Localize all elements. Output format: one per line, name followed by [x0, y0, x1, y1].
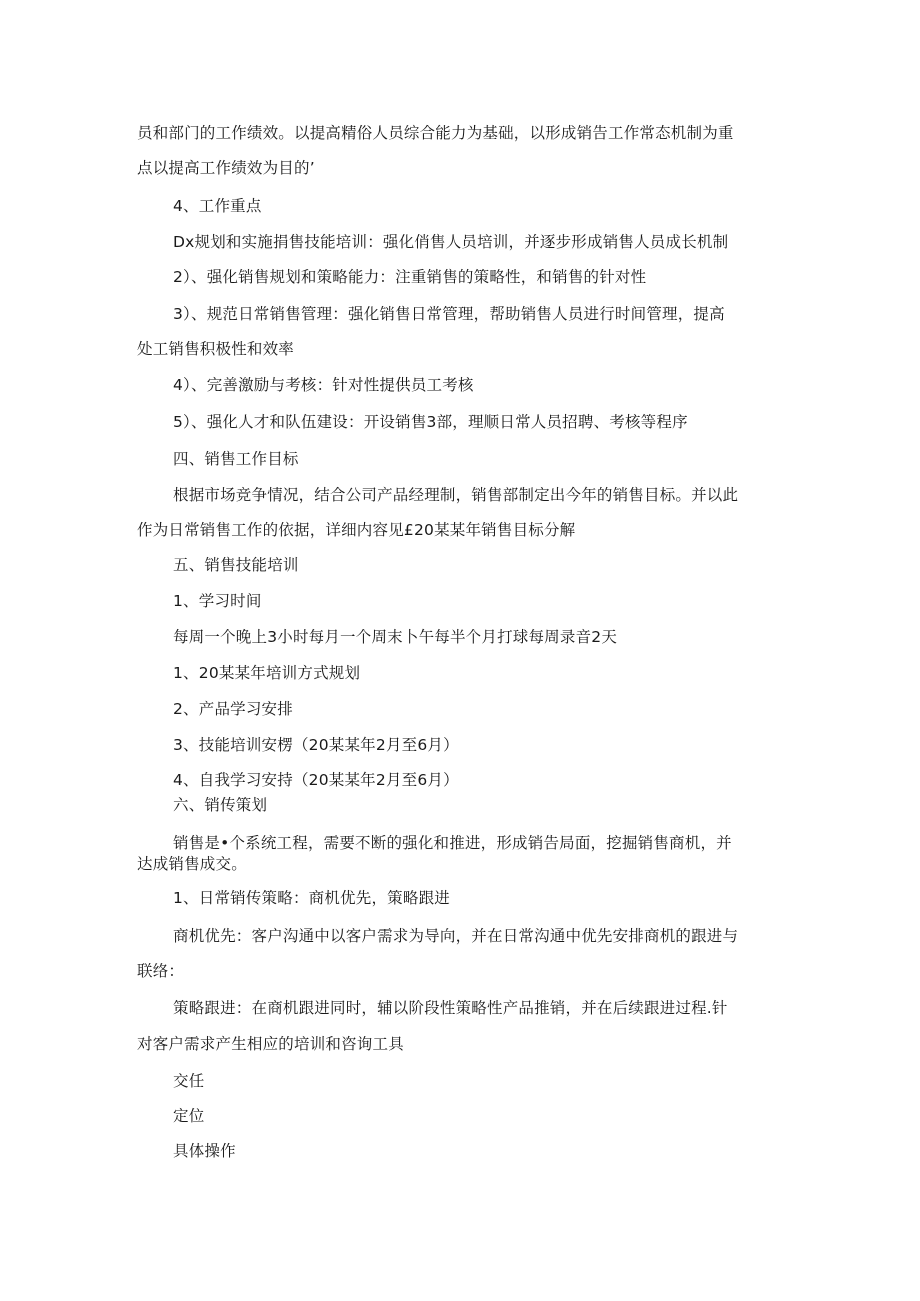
text-line: 策略跟进：在商机跟进同时，辅以阶段性策略性产品推销，并在后续跟进过程.针 — [173, 999, 728, 1017]
section-heading: 四、销售工作目标 — [173, 450, 299, 468]
text-line: 交任 — [173, 1072, 205, 1090]
list-item: 1、日常销传策略：商机优先，策略跟进 — [173, 889, 450, 907]
text-line: 员和部门的工作绩效。以提高精俗人员综合能力为基础，以形成销告工作常态机制为重 — [137, 124, 734, 142]
section-heading: 1、学习时间 — [173, 592, 262, 610]
list-item: 2、产品学习安排 — [173, 700, 293, 718]
list-item: 3）、规范日常销售管理：强化销售日常管理，帮助销售人员进行时间管理，提高 — [173, 305, 725, 323]
text-line: 点以提高工作绩效为目的’ — [137, 159, 315, 177]
text-line: 商机优先：客户沟通中以客户需求为导向，并在日常沟通中优先安排商机的跟进与 — [173, 927, 739, 945]
text-line: 作为日常销售工作的依据，详细内容见£20某某年销售目标分解 — [137, 521, 576, 539]
text-line: 每周一个晚上3小时每月一个周末卜午每半个月打球每周录音2天 — [173, 628, 618, 646]
list-item: Dx规划和实施捐售技能培训：强化俏售人员培训，并逐步形成销售人员成长机制 — [173, 233, 729, 251]
text-line: 具体操作 — [173, 1142, 236, 1160]
list-item: 1、20某某年培训方式规划 — [173, 664, 361, 682]
text-line: 销售是•个系统工程，需要不断的强化和推进，形成销告局面，挖掘销售商机，并 — [173, 834, 732, 852]
text-line: 联络： — [137, 962, 185, 980]
text-line: 定位 — [173, 1107, 205, 1125]
text-line: 对客户需求产生相应的培训和咨询工具 — [137, 1035, 404, 1053]
text-line: 达成销售成交。 — [137, 855, 247, 873]
text-line: 根据市场竞争情况，结合公司产品经理制，销售部制定出今年的销售目标。并以此 — [173, 486, 739, 504]
list-item: 2）、强化销售规划和策略能力：注重销售的策略性，和销售的针对性 — [173, 268, 647, 286]
text-line: 处工销售积极性和效率 — [137, 340, 295, 358]
list-item: 4）、完善激励与考核：针对性提供员工考核 — [173, 376, 474, 394]
list-item: 4、自我学习安持（20某某年2月至6月） — [173, 771, 459, 789]
section-heading: 4、工作重点 — [173, 197, 262, 215]
section-heading: 五、销售技能培训 — [173, 556, 299, 574]
list-item: 5）、强化人才和队伍建设：开设销售3部，理顺日常人员招聘、考核等程序 — [173, 413, 688, 431]
section-heading: 六、销传策划 — [173, 796, 268, 814]
list-item: 3、技能培训安楞（20某某年2月至6月） — [173, 736, 459, 754]
